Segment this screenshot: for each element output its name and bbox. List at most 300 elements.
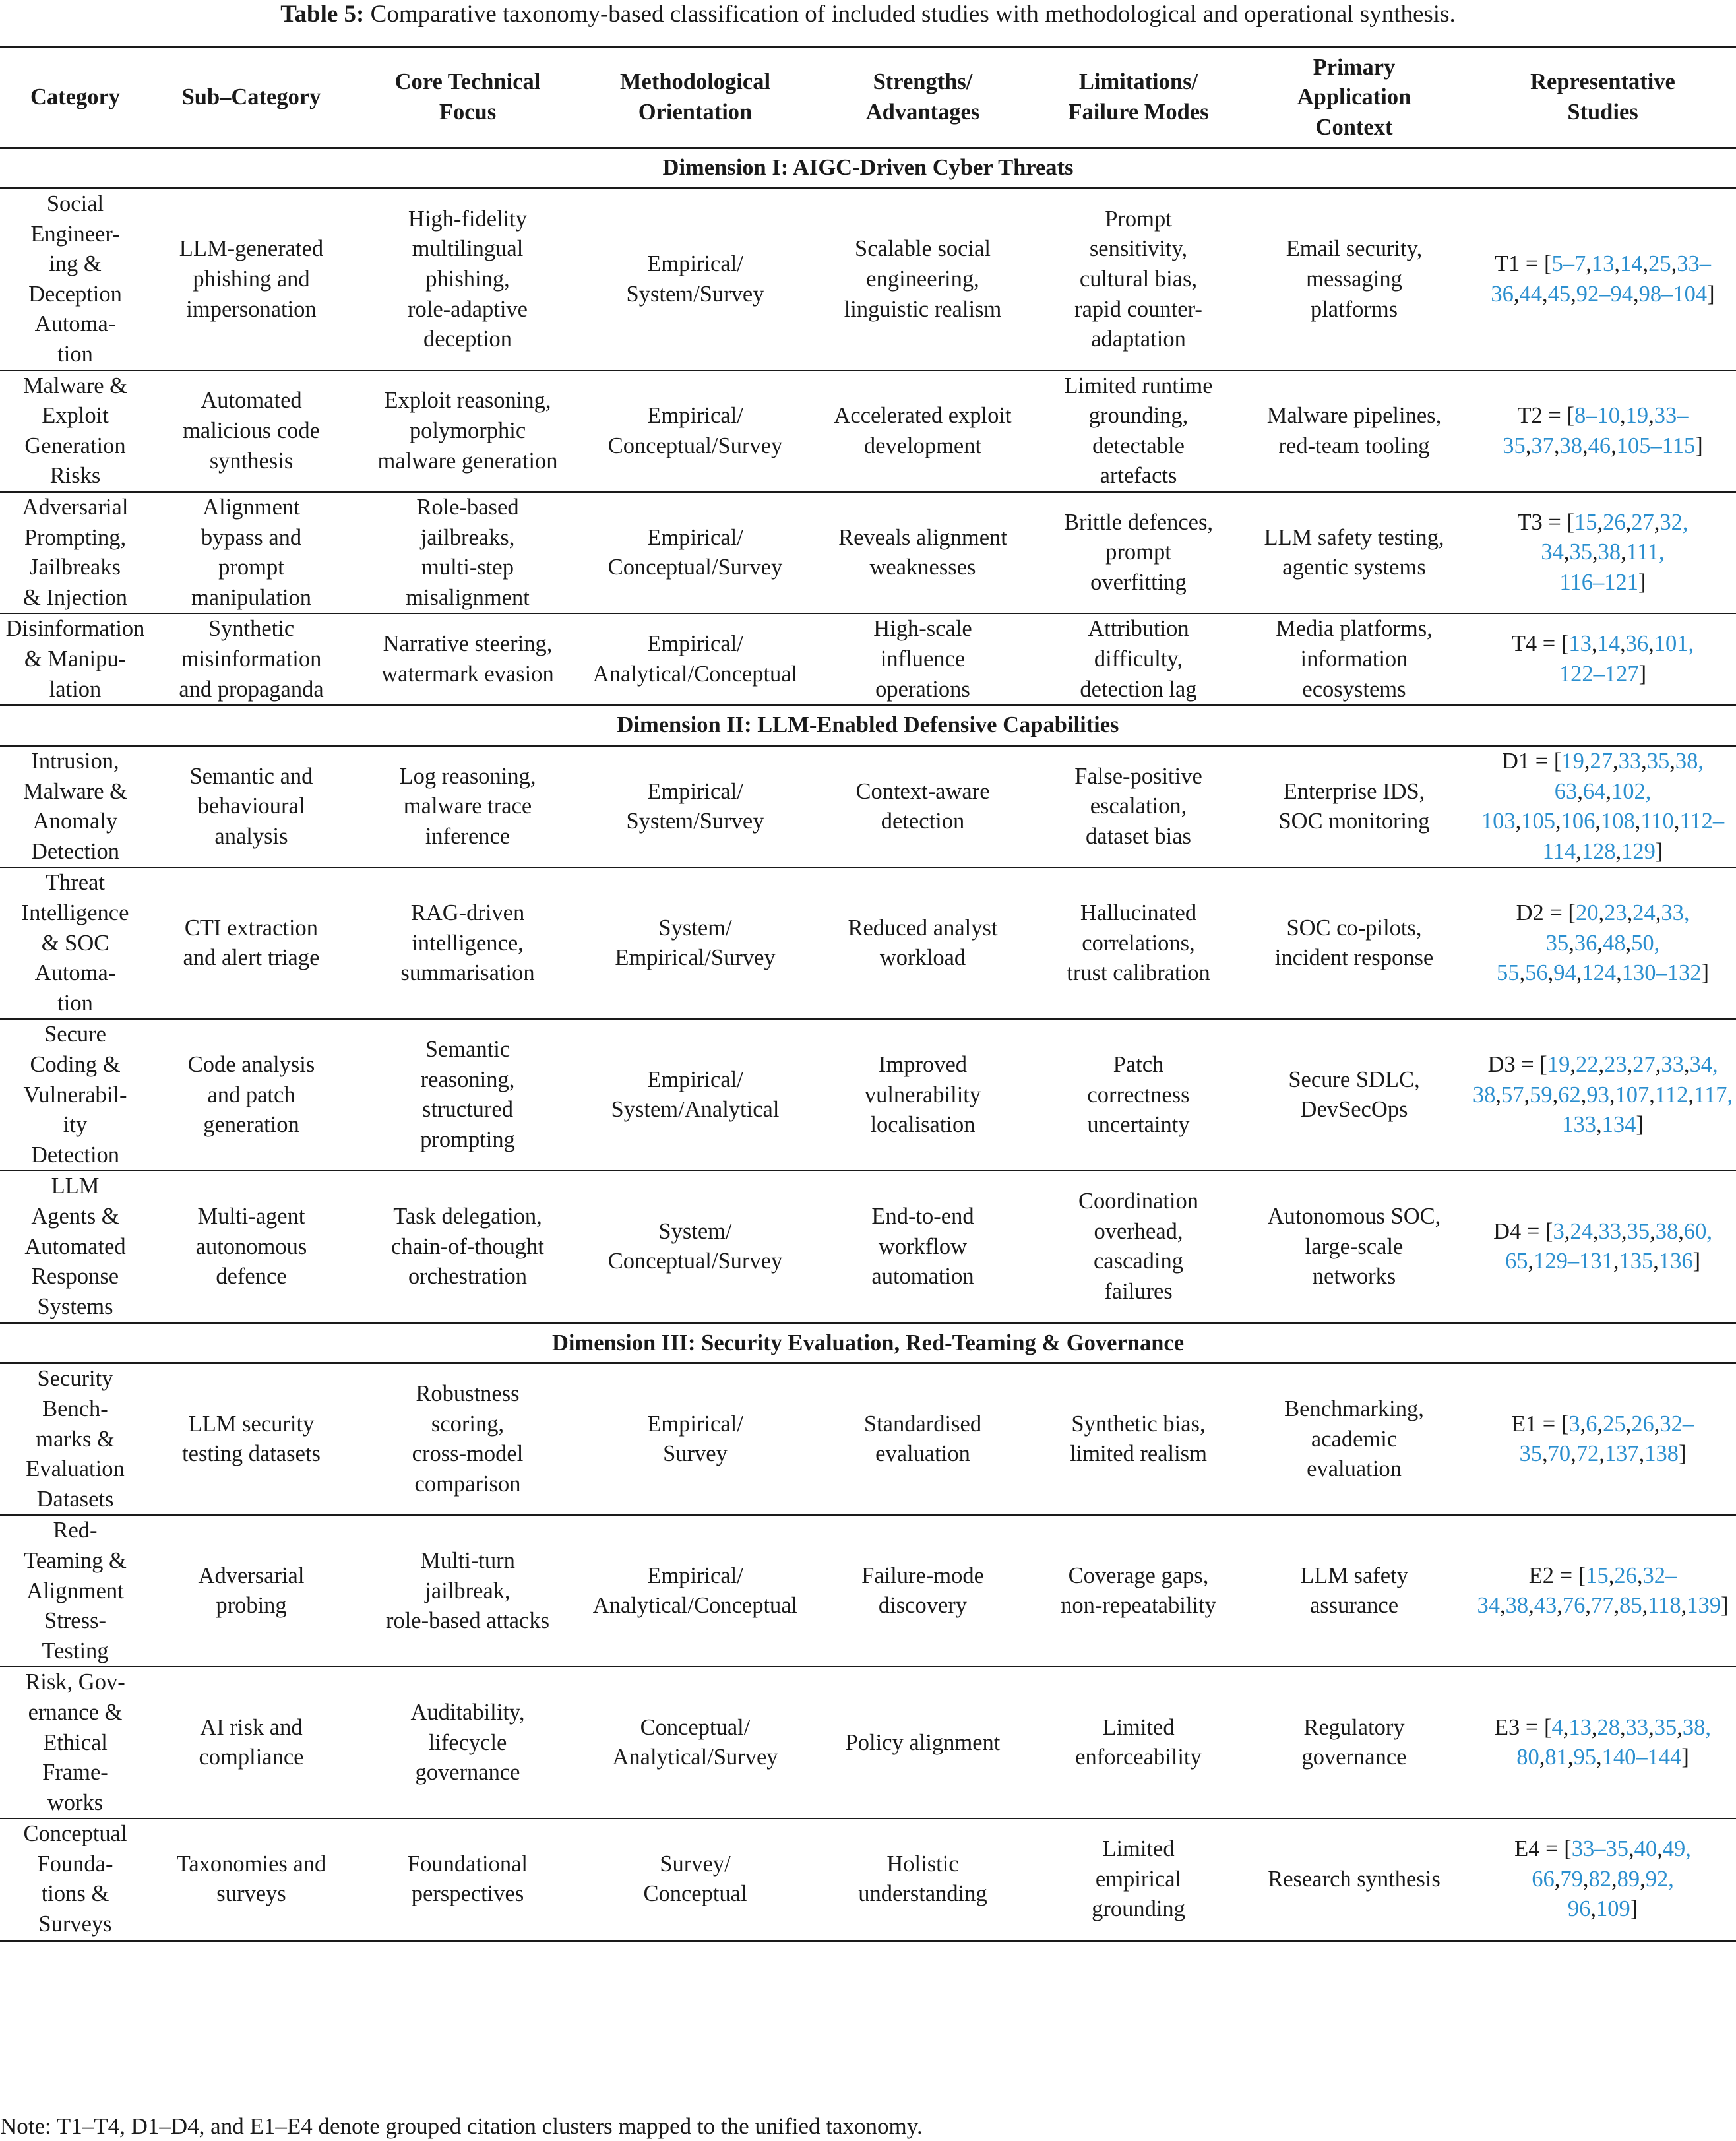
citation-link[interactable]: 19 (1625, 403, 1649, 429)
citation-link[interactable]: 105 (1521, 809, 1555, 834)
dimension-heading: Dimension I: AIGC-Driven Cyber Threats (0, 148, 1736, 189)
cluster-label: T2 = [ (1517, 403, 1575, 429)
citation-link[interactable]: 77 (1590, 1593, 1614, 1619)
citation-link[interactable]: 34, (1689, 1052, 1718, 1078)
citation-link[interactable]: 85 (1619, 1593, 1642, 1619)
citation-link[interactable]: 133 (1562, 1112, 1596, 1138)
cluster-label: D4 = [ (1493, 1218, 1553, 1244)
citation-link[interactable]: 35 (1519, 1441, 1542, 1467)
citation-separator: , (1567, 1745, 1574, 1770)
sub-category-cell: LLM-generated phishing and impersonation (150, 189, 352, 371)
table-row (0, 867, 1736, 1019)
application-context-cell: Regulatory governance (1239, 1667, 1470, 1818)
sub-category-cell: Adversarial probing (150, 1515, 352, 1667)
strengths-cell: Standardised evaluation (807, 1363, 1038, 1515)
cluster-label: T4 = [ (1511, 631, 1569, 657)
citation-separator: , (1597, 930, 1603, 956)
citation-link[interactable]: 98–104 (1638, 281, 1708, 307)
citation-link[interactable]: 28 (1597, 1714, 1621, 1740)
cluster-close: ] (1679, 1441, 1687, 1467)
citation-separator: , (1598, 1052, 1605, 1078)
citation-separator: , (1499, 1593, 1506, 1619)
citation-link[interactable]: 26 (1631, 1411, 1654, 1437)
table-row (0, 1019, 1736, 1171)
citation-link[interactable]: 14 (1597, 631, 1621, 657)
citation-link[interactable]: 14 (1620, 251, 1643, 277)
citation-separator: , (1555, 809, 1561, 834)
column-header: Representative Studies (1470, 47, 1736, 148)
citation-separator: , (1638, 1441, 1645, 1467)
citation-link[interactable]: 101, (1654, 631, 1694, 657)
citation-link[interactable]: 23 (1604, 1052, 1627, 1078)
application-context-cell: Email security, messaging platforms (1239, 189, 1470, 371)
citation-link[interactable]: 33– (1677, 251, 1712, 277)
citation-separator: , (1642, 251, 1649, 277)
citation-link[interactable]: 93 (1586, 1082, 1609, 1107)
citation-separator: , (1547, 960, 1554, 986)
citation-link[interactable]: 116–121 (1559, 569, 1638, 595)
strengths-cell: High-scale influence operations (807, 613, 1038, 705)
table-note: Note: T1–T4, D1–D4, and E1–E4 denote grouped citation clusters mapped to the unified taxonomy. (0, 2113, 923, 2139)
core-focus-cell: Semantic reasoning, structured prompting (352, 1019, 583, 1171)
citation-separator: , (1653, 1249, 1659, 1274)
methodology-cell: Empirical/ System/Survey (583, 746, 807, 868)
citation-link[interactable]: 60, (1683, 1218, 1712, 1244)
citation-separator: , (1615, 838, 1622, 864)
citation-link[interactable]: 130–132 (1621, 960, 1702, 986)
citation-link[interactable]: 70 (1547, 1441, 1571, 1467)
citation-link[interactable]: 36 (1491, 281, 1514, 307)
cluster-close: ] (1638, 569, 1646, 595)
core-focus-cell: Robustness scoring, cross-model comparison (352, 1363, 583, 1515)
citation-separator: , (1654, 1411, 1660, 1437)
cluster-close: ] (1695, 433, 1703, 458)
citation-link[interactable]: 19 (1547, 1052, 1570, 1078)
citation-separator: , (1528, 1593, 1534, 1619)
sub-category-cell: Semantic and behavioural analysis (150, 746, 352, 868)
citation-separator: , (1576, 838, 1582, 864)
header-row (0, 47, 1736, 148)
citation-separator: , (1495, 1082, 1502, 1107)
cluster-label: E3 = [ (1494, 1714, 1552, 1740)
citation-link[interactable]: 38 (1655, 1218, 1679, 1244)
methodology-cell: Empirical/ Survey (583, 1363, 807, 1515)
application-context-cell: Research synthesis (1239, 1818, 1470, 1940)
citation-link[interactable]: 23 (1604, 900, 1627, 926)
strengths-cell: Improved vulnerability localisation (807, 1019, 1038, 1171)
citation-link[interactable]: 82 (1588, 1866, 1611, 1892)
citation-separator: , (1625, 509, 1632, 535)
citation-link[interactable]: 27 (1632, 1052, 1656, 1078)
citation-link[interactable]: 13 (1591, 251, 1615, 277)
application-context-cell: Enterprise IDS, SOC monitoring (1239, 746, 1470, 868)
sub-category-cell: Taxonomies and surveys (150, 1818, 352, 1940)
cluster-close: ] (1692, 1249, 1701, 1274)
citation-separator: , (1568, 930, 1574, 956)
category-cell: Security Bench- marks & Evaluation Datasets (0, 1363, 150, 1515)
cluster-close: ] (1701, 960, 1709, 986)
citation-link[interactable]: 34 (1541, 540, 1564, 565)
citation-link[interactable]: 92, (1645, 1866, 1674, 1892)
cluster-close: ] (1630, 1896, 1638, 1922)
citation-separator: , (1677, 1714, 1683, 1740)
citation-link[interactable]: 62 (1558, 1082, 1581, 1107)
citation-link[interactable]: 37 (1531, 433, 1554, 458)
methodology-cell: Conceptual/ Analytical/Survey (583, 1667, 807, 1818)
citation-link[interactable]: 76 (1562, 1593, 1586, 1619)
application-context-cell: LLM safety testing, agentic systems (1239, 492, 1470, 613)
citation-link[interactable]: 38, (1675, 749, 1704, 774)
citation-link[interactable]: 80 (1516, 1745, 1539, 1770)
citation-separator: , (1605, 778, 1611, 804)
citation-link[interactable]: 35 (1646, 749, 1670, 774)
cluster-label: D1 = [ (1502, 749, 1562, 774)
table-row (0, 1171, 1736, 1322)
citation-link[interactable]: 46 (1588, 433, 1611, 458)
citation-link[interactable]: 38, (1682, 1714, 1712, 1740)
citation-link[interactable]: 81 (1545, 1745, 1568, 1770)
representative-studies-cell (1470, 1171, 1736, 1322)
citation-link[interactable]: 44 (1519, 281, 1542, 307)
citation-link[interactable]: 72 (1576, 1441, 1599, 1467)
citation-link[interactable]: 112– (1679, 809, 1725, 834)
application-context-cell: LLM safety assurance (1239, 1515, 1470, 1667)
table-row (0, 492, 1736, 613)
representative-studies-cell (1470, 492, 1736, 613)
representative-studies-cell (1470, 746, 1736, 868)
citation-link[interactable]: 56 (1525, 960, 1548, 986)
citation-link[interactable]: 94 (1553, 960, 1576, 986)
citation-separator: , (1592, 540, 1598, 565)
citation-link[interactable]: 128 (1581, 838, 1616, 864)
cluster-close: ] (1681, 1745, 1689, 1770)
citation-separator: , (1620, 631, 1626, 657)
citation-link[interactable]: 63 (1554, 778, 1578, 804)
citation-link[interactable]: 140–144 (1601, 1745, 1682, 1770)
citation-separator: , (1582, 1866, 1589, 1892)
citation-link[interactable]: 107 (1615, 1082, 1650, 1107)
citation-link[interactable]: 110 (1640, 809, 1674, 834)
citation-link[interactable]: 59 (1530, 1082, 1553, 1107)
core-focus-cell: Multi-turn jailbreak, role-based attacks (352, 1515, 583, 1667)
application-context-cell: Benchmarking, academic evaluation (1239, 1363, 1470, 1515)
citation-link[interactable]: 15 (1574, 509, 1597, 535)
citation-separator: , (1525, 433, 1532, 458)
citation-link[interactable]: 137 (1604, 1441, 1639, 1467)
citation-link[interactable]: 3 (1568, 1411, 1580, 1437)
sub-category-cell: CTI extraction and alert triage (150, 867, 352, 1019)
citation-link[interactable]: 38 (1472, 1082, 1496, 1107)
citation-link[interactable]: 48 (1603, 930, 1626, 956)
limitations-cell: Limited enforceability (1038, 1667, 1239, 1818)
citation-separator: , (1596, 1112, 1602, 1138)
citation-link[interactable]: 35 (1569, 540, 1593, 565)
citation-link[interactable]: 33 (1618, 749, 1642, 774)
citation-separator: , (1595, 809, 1601, 834)
citation-link[interactable]: 25 (1603, 1411, 1626, 1437)
dimension-row (0, 706, 1736, 746)
citation-separator: , (1669, 749, 1675, 774)
citation-link[interactable]: 112 (1654, 1082, 1689, 1107)
methodology-cell: Empirical/ Conceptual/Survey (583, 371, 807, 492)
citation-separator: , (1616, 960, 1622, 986)
core-focus-cell: Auditability, lifecycle governance (352, 1667, 583, 1818)
citation-link[interactable]: 134 (1601, 1112, 1636, 1138)
citation-separator: , (1611, 1866, 1617, 1892)
citation-link[interactable]: 129–131 (1534, 1249, 1613, 1274)
application-context-cell: SOC co-pilots, incident response (1239, 867, 1470, 1019)
citation-separator: , (1597, 509, 1603, 535)
citation-separator: , (1648, 1714, 1654, 1740)
cluster-close: ] (1655, 838, 1663, 864)
citation-separator: , (1648, 403, 1654, 429)
sub-category-cell: Synthetic misinformation and propaganda (150, 613, 352, 705)
citation-separator: , (1613, 1249, 1619, 1274)
core-focus-cell: RAG-driven intelligence, summarisation (352, 867, 583, 1019)
citation-link[interactable]: 114 (1542, 838, 1576, 864)
citation-separator: , (1642, 1593, 1648, 1619)
table-row (0, 746, 1736, 868)
citation-separator: , (1620, 403, 1626, 429)
citation-link[interactable]: 129 (1621, 838, 1656, 864)
category-cell: Malware & Exploit Generation Risks (0, 371, 150, 492)
citation-link[interactable]: 26 (1603, 509, 1626, 535)
citation-link[interactable]: 33–35 (1571, 1836, 1628, 1862)
strengths-cell: Holistic understanding (807, 1818, 1038, 1940)
methodology-cell: Empirical/ Conceptual/Survey (583, 492, 807, 613)
citation-link[interactable]: 135 (1619, 1249, 1654, 1274)
citation-link[interactable]: 4 (1551, 1714, 1563, 1740)
methodology-cell: System/ Conceptual/Survey (583, 1171, 807, 1322)
citation-link[interactable]: 103 (1481, 809, 1516, 834)
citation-link[interactable]: 35 (1503, 433, 1526, 458)
cluster-close: ] (1638, 661, 1647, 687)
citation-link[interactable]: 138 (1644, 1441, 1679, 1467)
citation-separator: , (1650, 1218, 1656, 1244)
citation-link[interactable]: 25 (1648, 251, 1671, 277)
cluster-close: ] (1636, 1112, 1644, 1138)
citation-link[interactable]: 118 (1648, 1593, 1681, 1619)
table-row (0, 1363, 1736, 1515)
citation-link[interactable]: 33 (1625, 1714, 1649, 1740)
citation-link[interactable]: 35 (1654, 1714, 1677, 1740)
citation-separator: , (1649, 1082, 1655, 1107)
citation-link[interactable]: 117, (1694, 1082, 1733, 1107)
citation-link[interactable]: 6 (1586, 1411, 1597, 1437)
citation-link[interactable]: 65 (1504, 1249, 1528, 1274)
citation-link[interactable]: 8–10 (1574, 403, 1621, 429)
application-context-cell: Malware pipelines, red-team tooling (1239, 371, 1470, 492)
citation-separator: , (1596, 1745, 1602, 1770)
citation-link[interactable]: 22 (1575, 1052, 1599, 1078)
citation-link[interactable]: 66 (1532, 1866, 1555, 1892)
column-header: Sub–Category (150, 47, 352, 148)
citation-link[interactable]: 124 (1582, 960, 1617, 986)
limitations-cell: Brittle defences, prompt overfitting (1038, 492, 1239, 613)
citation-link[interactable]: 105–115 (1616, 433, 1696, 458)
citation-separator: , (1640, 1866, 1646, 1892)
citation-link[interactable]: 32– (1642, 1563, 1677, 1588)
citation-link[interactable]: 136 (1658, 1249, 1693, 1274)
citation-separator: , (1570, 1052, 1576, 1078)
dimension-heading: Dimension III: Security Evaluation, Red-Teaming & Governance (0, 1323, 1736, 1363)
limitations-cell: Limited empirical grounding (1038, 1818, 1239, 1940)
citation-link[interactable]: 20 (1575, 900, 1599, 926)
citation-link[interactable]: 33– (1654, 403, 1689, 429)
strengths-cell: Accelerated exploit development (807, 371, 1038, 492)
citation-link[interactable]: 108 (1600, 809, 1635, 834)
citation-separator: , (1628, 1836, 1634, 1862)
citation-link[interactable]: 3 (1553, 1218, 1565, 1244)
citation-link[interactable]: 36 (1574, 930, 1597, 956)
citation-link[interactable]: 35 (1627, 1218, 1650, 1244)
citation-link[interactable]: 35 (1545, 930, 1569, 956)
citation-link[interactable]: 89 (1617, 1866, 1640, 1892)
limitations-cell: Prompt sensitivity, cultural bias, rapid counter- adaptation (1038, 189, 1239, 371)
methodology-cell: Survey/ Conceptual (583, 1818, 807, 1940)
strengths-cell: End-to-end workflow automation (807, 1171, 1038, 1322)
citation-link[interactable]: 38 (1505, 1593, 1529, 1619)
citation-separator: , (1648, 631, 1654, 657)
column-header: Strengths/ Advantages (807, 47, 1038, 148)
citation-link[interactable]: 27 (1631, 509, 1654, 535)
cluster-close: ] (1707, 281, 1715, 307)
citation-link[interactable]: 38 (1559, 433, 1582, 458)
citation-separator: , (1564, 1218, 1570, 1244)
citation-link[interactable]: 38 (1597, 540, 1621, 565)
representative-studies-cell (1470, 867, 1736, 1019)
cluster-label: E1 = [ (1511, 1411, 1569, 1437)
citation-link[interactable]: 55 (1497, 960, 1520, 986)
citation-separator: , (1576, 960, 1582, 986)
citation-link[interactable]: 27 (1590, 749, 1613, 774)
citation-link[interactable]: 49, (1662, 1836, 1691, 1862)
application-context-cell: Media platforms, information ecosystems (1239, 613, 1470, 705)
citation-link[interactable]: 79 (1560, 1866, 1583, 1892)
category-cell: Disinformation & Manipu- lation (0, 613, 150, 705)
citation-link[interactable]: 43 (1534, 1593, 1557, 1619)
citation-separator: , (1625, 1411, 1632, 1437)
citation-separator: , (1681, 1593, 1687, 1619)
citation-separator: , (1611, 433, 1617, 458)
citation-separator: , (1655, 900, 1661, 926)
core-focus-cell: Narrative steering, watermark evasion (352, 613, 583, 705)
citation-link[interactable]: 5–7 (1551, 251, 1586, 277)
citation-link[interactable]: 36 (1625, 631, 1649, 657)
citation-separator: , (1586, 251, 1592, 277)
citation-separator: , (1539, 1745, 1545, 1770)
cluster-label: D2 = [ (1516, 900, 1576, 926)
category-cell: Social Engineer- ing & Deception Automa- tion (0, 189, 150, 371)
citation-link[interactable]: 57 (1501, 1082, 1524, 1107)
citation-separator: , (1620, 1714, 1626, 1740)
citation-link[interactable]: 32– (1659, 1411, 1694, 1437)
core-focus-cell: Task delegation, chain-of-thought orchestration (352, 1171, 583, 1322)
citation-separator: , (1580, 1411, 1586, 1437)
dimension-row (0, 1323, 1736, 1363)
citation-separator: , (1634, 809, 1641, 834)
limitations-cell: False-positive escalation, dataset bias (1038, 746, 1239, 868)
citation-separator: , (1515, 809, 1522, 834)
limitations-cell: Attribution difficulty, detection lag (1038, 613, 1239, 705)
citation-link[interactable]: 102, (1611, 778, 1652, 804)
citation-link[interactable]: 32, (1659, 509, 1689, 535)
citation-separator: , (1590, 1896, 1596, 1922)
core-focus-cell: High-fidelity multilingual phishing, role-adaptive deception (352, 189, 583, 371)
citation-link[interactable]: 64 (1582, 778, 1606, 804)
limitations-cell: Patch correctness uncertainty (1038, 1019, 1239, 1171)
sub-category-cell: LLM security testing datasets (150, 1363, 352, 1515)
citation-separator: , (1597, 1411, 1603, 1437)
citation-link[interactable]: 96 (1567, 1896, 1591, 1922)
citation-separator: , (1580, 1082, 1587, 1107)
citation-separator: , (1553, 433, 1560, 458)
citation-link[interactable]: 111, (1626, 540, 1665, 565)
citation-link[interactable]: 33 (1661, 1052, 1684, 1078)
cluster-label: E2 = [ (1528, 1563, 1586, 1588)
citation-link[interactable]: 92–94 (1576, 281, 1633, 307)
citation-link[interactable]: 40 (1634, 1836, 1658, 1862)
representative-studies-cell (1470, 613, 1736, 705)
citation-link[interactable]: 26 (1614, 1563, 1637, 1588)
citation-separator: , (1577, 778, 1583, 804)
citation-separator: , (1591, 631, 1597, 657)
application-context-cell: Autonomous SOC, large-scale networks (1239, 1171, 1470, 1322)
citation-link[interactable]: 33, (1661, 900, 1690, 926)
citation-link[interactable]: 13 (1568, 1714, 1592, 1740)
representative-studies-cell (1470, 1515, 1736, 1667)
citation-link[interactable]: 106 (1561, 809, 1596, 834)
core-focus-cell: Foundational perspectives (352, 1818, 583, 1940)
citation-separator: , (1513, 281, 1520, 307)
citation-separator: , (1570, 1441, 1576, 1467)
category-cell: Secure Coding & Vulnerabil- ity Detection (0, 1019, 150, 1171)
citation-link[interactable]: 50, (1631, 930, 1660, 956)
table-row (0, 1667, 1736, 1818)
citation-link[interactable]: 24 (1570, 1218, 1593, 1244)
cluster-label: T3 = [ (1517, 509, 1575, 535)
taxonomy-table (0, 46, 1736, 1942)
representative-studies-cell (1470, 1019, 1736, 1171)
sub-category-cell: Code analysis and patch generation (150, 1019, 352, 1171)
methodology-cell: Empirical/ System/Analytical (583, 1019, 807, 1171)
limitations-cell: Coordination overhead, cascading failures (1038, 1171, 1239, 1322)
citation-link[interactable]: 13 (1568, 631, 1592, 657)
column-header: Methodological Orientation (583, 47, 807, 148)
citation-separator: , (1655, 1052, 1661, 1078)
citation-separator: , (1591, 1714, 1597, 1740)
citation-link[interactable]: 45 (1547, 281, 1571, 307)
citation-link[interactable]: 24 (1632, 900, 1656, 926)
cluster-label: E4 = [ (1514, 1836, 1572, 1862)
citation-link[interactable]: 109 (1596, 1896, 1630, 1922)
citation-link[interactable]: 19 (1561, 749, 1584, 774)
representative-studies-cell (1470, 189, 1736, 371)
citation-link[interactable]: 139 (1687, 1593, 1721, 1619)
citation-separator: , (1673, 809, 1680, 834)
cluster-label: D3 = [ (1487, 1052, 1547, 1078)
citation-link[interactable]: 95 (1573, 1745, 1596, 1770)
citation-link[interactable]: 15 (1586, 1563, 1609, 1588)
sub-category-cell: Alignment bypass and prompt manipulation (150, 492, 352, 613)
citation-separator: , (1599, 1441, 1605, 1467)
citation-link[interactable]: 33 (1598, 1218, 1621, 1244)
category-cell: Red- Teaming & Alignment Stress- Testing (0, 1515, 150, 1667)
citation-link[interactable]: 122–127 (1559, 661, 1639, 687)
citation-separator: , (1613, 1593, 1620, 1619)
citation-separator: , (1542, 1441, 1548, 1467)
citation-link[interactable]: 34 (1477, 1593, 1500, 1619)
